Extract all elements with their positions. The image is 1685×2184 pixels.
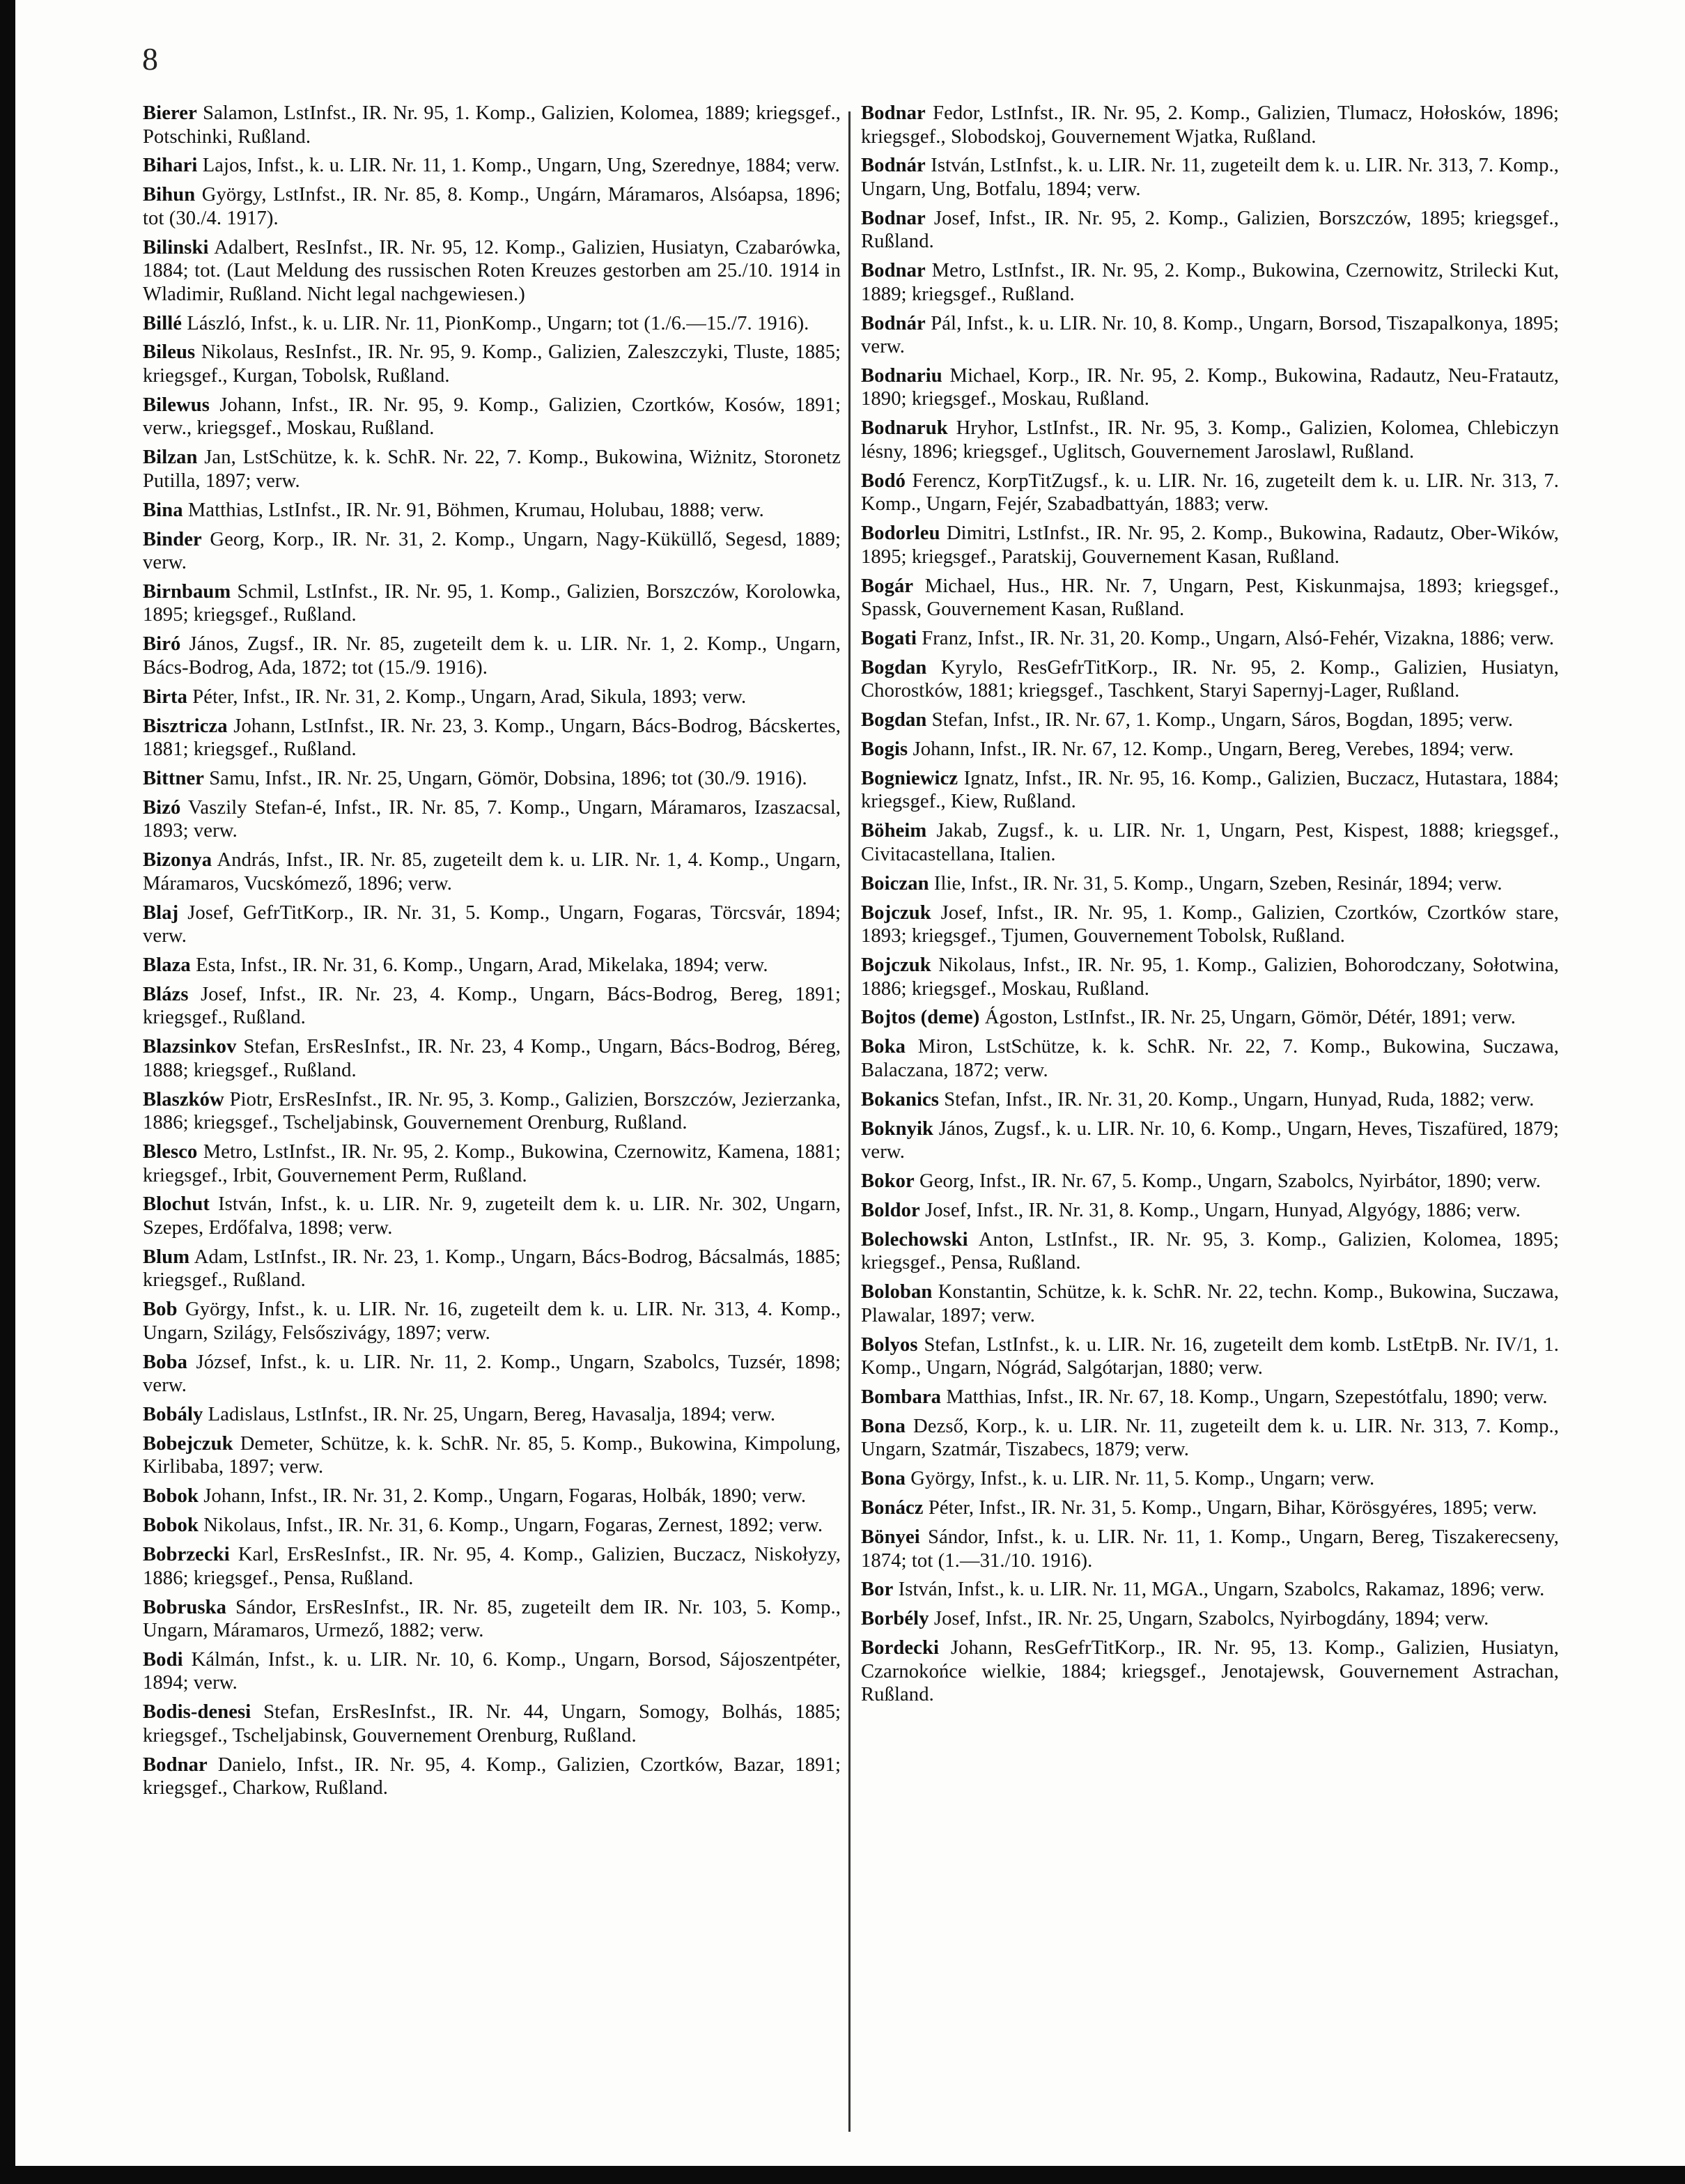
entry-surname: Bogati (861, 627, 917, 649)
entry-details: János, Zugsf., IR. Nr. 85, zugeteilt dem k. u. LIR. Nr. 1, 2. Komp., Ungarn, Bács-Bodrog, Ada, 1872; tot (15./9. 1916). (143, 633, 841, 679)
entry-details: Fedor, LstInfst., IR. Nr. 95, 2. Komp., Galizien, Tlumacz, Hołosków, 1896; kriegsgef., Slobodskoj, Gouvernement Wjatka, Rußland. (861, 102, 1559, 148)
entry-surname: Bobok (143, 1485, 199, 1508)
entry-details: Nikolaus, ResInfst., IR. Nr. 95, 9. Komp., Galizien, Zaleszczyki, Tluste, 1885; kriegsgef., Kurgan, Tobolsk, Rußland. (143, 341, 841, 387)
list-entry (861, 1199, 1559, 1223)
entry-surname: Bilzan (143, 447, 198, 469)
entry-surname: Bobrzecki (143, 1544, 230, 1566)
left-column (143, 102, 841, 2157)
entry-surname: Bobok (143, 1515, 199, 1537)
entry-details: Ignatz, Infst., IR. Nr. 95, 16. Komp., Galizien, Buczacz, Hutastara, 1884; kriegsgef., Kiew, Rußland. (861, 767, 1559, 813)
entry-details: Ladislaus, LstInfst., IR. Nr. 25, Ungarn, Bereg, Havasalja, 1894; verw. (208, 1404, 776, 1426)
entry-surname: Bilewus (143, 394, 210, 416)
list-entry (861, 470, 1559, 516)
entry-details: Johann, Infst., IR. Nr. 31, 2. Komp., Ungarn, Fogaras, Holbák, 1890; verw. (203, 1485, 807, 1508)
list-entry (143, 1701, 841, 1747)
list-entry (143, 236, 841, 307)
entry-surname: Bizó (143, 796, 181, 819)
list-entry (143, 183, 841, 230)
list-entry (861, 417, 1559, 463)
entry-surname: Blázs (143, 983, 189, 1005)
entry-surname: Bona (861, 1468, 906, 1490)
list-entry (143, 1088, 841, 1135)
list-entry (143, 446, 841, 493)
entry-details: Stefan, LstInfst., k. u. LIR. Nr. 16, zugeteilt dem komb. LstEtpB. Nr. IV/1, 1. Komp., Ungarn, Nógrád, Salgótarjan, 1880; verw. (861, 1333, 1559, 1379)
entry-surname: Boka (861, 1036, 906, 1058)
list-entry (861, 1578, 1559, 1602)
entry-surname: Bojczuk (861, 901, 931, 924)
entry-surname: Bodnar (861, 102, 926, 124)
entry-details: Pál, Infst., k. u. LIR. Nr. 10, 8. Komp., Ungarn, Borsod, Tiszapalkonya, 1895; verw. (861, 312, 1559, 358)
entry-details: Jan, LstSchütze, k. k. SchR. Nr. 22, 7. Komp., Bukowina, Wiżnitz, Storonetz Putilla, 1897; verw. (143, 447, 841, 492)
entry-details: Péter, Infst., IR. Nr. 31, 5. Komp., Ungarn, Bihar, Körösgyéres, 1895; verw. (928, 1497, 1537, 1519)
list-entry (861, 522, 1559, 568)
entry-surname: Bönyei (861, 1526, 920, 1548)
entry-details: Demeter, Schütze, k. k. SchR. Nr. 85, 5. Komp., Bukowina, Kimpolung, Kirlibaba, 1897; verw. (143, 1432, 841, 1478)
entry-details: Franz, Infst., IR. Nr. 31, 20. Komp., Ungarn, Alsó-Fehér, Vizakna, 1886; verw. (922, 627, 1555, 649)
entry-surname: Blaza (143, 954, 191, 977)
entry-surname: Bogis (861, 738, 908, 761)
list-entry (143, 983, 841, 1030)
entry-surname: Blazsinkov (143, 1036, 237, 1058)
list-entry (143, 1432, 841, 1479)
column-divider (848, 111, 851, 2132)
entry-surname: Bodorleu (861, 522, 940, 545)
entry-details: György, LstInfst., IR. Nr. 85, 8. Komp., Ungárn, Máramaros, Alsóapsa, 1896; tot (30./4. 1917). (143, 184, 841, 229)
entry-surname: Blochut (143, 1193, 210, 1216)
entry-details: Jakab, Zugsf., k. u. LIR. Nr. 1, Ungarn, Pest, Kispest, 1888; kriegsgef., Civitacastellana, Italien. (861, 820, 1559, 865)
list-entry (143, 1035, 841, 1082)
entry-surname: Bihun (143, 184, 196, 206)
entry-details: Hryhor, LstInfst., IR. Nr. 95, 3. Komp., Galizien, Kolomea, Chlebiczyn lésny, 1896; kriegsgef., Uglitsch, Gouvernement Jaroslawl, Rußland. (861, 417, 1559, 463)
entry-details: Matthias, Infst., IR. Nr. 67, 18. Komp., Ungarn, Szepestótfalu, 1890; verw. (946, 1386, 1548, 1408)
list-entry (861, 819, 1559, 866)
entry-surname: Bogár (861, 575, 914, 597)
list-entry (861, 1607, 1559, 1631)
list-entry (143, 686, 841, 709)
entry-details: Josef, Infst., IR. Nr. 95, 1. Komp., Galizien, Czortków, Czortków stare, 1893; kriegsgef., Tjumen, Gouvernement Tobolsk, Rußland. (861, 901, 1559, 947)
entry-details: Ágoston, LstInfst., IR. Nr. 25, Ungarn, Gömör, Détér, 1891; verw. (984, 1007, 1516, 1029)
entry-surname: Bodnár (861, 312, 926, 334)
entry-surname: Bombara (861, 1386, 942, 1408)
entry-details: János, Zugsf., k. u. LIR. Nr. 10, 6. Komp., Ungarn, Heves, Tiszafüred, 1879; verw. (861, 1117, 1559, 1163)
entry-surname: Blaszków (143, 1088, 224, 1110)
entry-surname: Bokor (861, 1170, 915, 1192)
list-entry (861, 627, 1559, 651)
list-entry (861, 901, 1559, 948)
list-entry (143, 499, 841, 522)
entry-details: Johann, ResGefrTitKorp., IR. Nr. 95, 13. Komp., Galizien, Husiatyn, Czarnokońce wielkie, 1884; kriegsgef., Jenotajewsk, Gouvernement Astrachan, Rußland. (861, 1637, 1559, 1706)
entry-details: Piotr, ErsResInfst., IR. Nr. 95, 3. Komp., Galizien, Borszczów, Jezierzanka, 1886; kriegsgef., Tscheljabinsk, Gouvernement Orenburg, Rußland. (143, 1088, 841, 1134)
entry-surname: Bojtos (deme) (861, 1007, 980, 1029)
list-entry (143, 394, 841, 440)
entry-details: Metro, LstInfst., IR. Nr. 95, 2. Komp., Bukowina, Czernowitz, Kamena, 1881; kriegsgef., Irbit, Gouvernement Perm, Rußland. (143, 1141, 841, 1186)
list-entry (143, 1193, 841, 1239)
entry-surname: Bobály (143, 1404, 203, 1426)
entry-details: György, Infst., k. u. LIR. Nr. 16, zugeteilt dem k. u. LIR. Nr. 313, 4. Komp., Ungarn, Szilágy, Felsőszivágy, 1897; verw. (143, 1299, 841, 1344)
list-entry (861, 1526, 1559, 1572)
entry-surname: Bodnar (861, 207, 926, 229)
list-entry (143, 954, 841, 977)
entry-surname: Bizonya (143, 849, 212, 872)
entry-surname: Bodnár (861, 155, 926, 177)
entry-details: Georg, Korp., IR. Nr. 31, 2. Komp., Ungarn, Nagy-Küküllő, Segesd, 1889; verw. (143, 528, 841, 574)
entry-details: Stefan, ErsResInfst., IR. Nr. 23, 4 Komp., Ungarn, Bács-Bodrog, Béreg, 1888; kriegsgef., Rußland. (143, 1036, 841, 1081)
list-entry (143, 102, 841, 148)
list-entry (861, 102, 1559, 148)
entry-details: Metro, LstInfst., IR. Nr. 95, 2. Komp., Bukowina, Czernowitz, Strilecki Kut, 1889; kriegsgef., Rußland. (861, 260, 1559, 305)
entry-details: Péter, Infst., IR. Nr. 31, 2. Komp., Ungarn, Arad, Sikula, 1893; verw. (192, 686, 747, 708)
list-entry (861, 364, 1559, 411)
entry-details: Kyrylo, ResGefrTitKorp., IR. Nr. 95, 2. Komp., Galizien, Husiatyn, Chorostków, 1881; kriegsgef., Taschkent, Staryi Sapernyj-Lager, Rußland. (861, 656, 1559, 702)
entry-surname: Bolechowski (861, 1228, 968, 1250)
list-entry (143, 901, 841, 948)
entry-surname: Böheim (861, 820, 927, 842)
entry-surname: Blum (143, 1246, 190, 1268)
entry-surname: Bor (861, 1579, 894, 1601)
list-entry (861, 656, 1559, 703)
entry-surname: Bordecki (861, 1637, 939, 1659)
entry-details: László, Infst., k. u. LIR. Nr. 11, PionKomp., Ungarn; tot (1./6.—15./7. 1916). (187, 312, 809, 334)
entry-details: Michael, Korp., IR. Nr. 95, 2. Komp., Bukowina, Radautz, Neu-Fratautz, 1890; kriegsgef., Moskau, Rußland. (861, 364, 1559, 410)
list-entry (143, 312, 841, 336)
list-entry (143, 715, 841, 761)
entry-surname: Bilinski (143, 236, 209, 258)
entry-surname: Bierer (143, 102, 197, 124)
entry-details: Josef, Infst., IR. Nr. 23, 4. Komp., Ungarn, Bács-Bodrog, Bereg, 1891; kriegsgef., Rußland. (143, 983, 841, 1029)
entry-details: Michael, Hus., HR. Nr. 7, Ungarn, Pest, Kiskunmajsa, 1893; kriegsgef., Spassk, Gouvernement Kasan, Rußland. (861, 575, 1559, 621)
list-entry (143, 1485, 841, 1508)
list-entry (143, 341, 841, 387)
entry-details: Sándor, ErsResInfst., IR. Nr. 85, zugeteilt dem IR. Nr. 103, 5. Komp., Ungarn, Máramaros, Urmező, 1882; verw. (143, 1596, 841, 1641)
list-entry (861, 1280, 1559, 1327)
entry-surname: Boba (143, 1351, 187, 1373)
entry-surname: Blesco (143, 1141, 198, 1163)
list-entry (143, 580, 841, 627)
entry-surname: Bodnaruk (861, 417, 948, 440)
list-entry (861, 1415, 1559, 1462)
list-entry (861, 312, 1559, 359)
entry-details: Ilie, Infst., IR. Nr. 31, 5. Komp., Ungarn, Szeben, Resinár, 1894; verw. (933, 872, 1502, 894)
entry-details: Johann, Infst., IR. Nr. 67, 12. Komp., Ungarn, Bereg, Verebes, 1894; verw. (913, 738, 1514, 761)
entry-details: Salamon, LstInfst., IR. Nr. 95, 1. Komp., Galizien, Kolomea, 1889; kriegsgef., Potschinki, Rußland. (143, 102, 841, 148)
list-entry (143, 1596, 841, 1643)
entry-details: Stefan, ErsResInfst., IR. Nr. 44, Ungarn, Somogy, Bolhás, 1885; kriegsgef., Tscheljabinsk, Gouvernement Orenburg, Rußland. (143, 1701, 841, 1747)
list-entry (861, 1496, 1559, 1520)
entry-surname: Bojczuk (861, 954, 931, 977)
entry-details: Anton, LstInfst., IR. Nr. 95, 3. Komp., Galizien, Kolomea, 1895; kriegsgef., Pensa, Rußland. (861, 1228, 1559, 1274)
list-entry (143, 154, 841, 178)
entry-surname: Boloban (861, 1281, 933, 1303)
entry-surname: Bodis-denesi (143, 1701, 251, 1724)
entry-details: György, Infst., k. u. LIR. Nr. 11, 5. Komp., Ungarn; verw. (910, 1468, 1375, 1490)
list-entry (143, 767, 841, 791)
list-entry (861, 1636, 1559, 1707)
list-entry (861, 708, 1559, 732)
entry-details: Miron, LstSchütze, k. k. SchR. Nr. 22, 7. Komp., Bukowina, Suczawa, Balaczana, 1872; verw. (861, 1036, 1559, 1081)
list-entry (861, 872, 1559, 896)
entry-surname: Bodi (143, 1648, 183, 1671)
entry-details: Josef, Infst., IR. Nr. 25, Ungarn, Szabolcs, Nyirbogdány, 1894; verw. (933, 1608, 1489, 1630)
list-entry (861, 207, 1559, 254)
entry-details: Sándor, Infst., k. u. LIR. Nr. 11, 1. Komp., Ungarn, Bereg, Tiszakerecseny, 1874; tot (1.—31./10. 1916). (861, 1526, 1559, 1572)
entry-surname: Bina (143, 499, 183, 521)
entry-details: Josef, GefrTitKorp., IR. Nr. 31, 5. Komp., Ungarn, Fogaras, Törcsvár, 1894; verw. (143, 901, 841, 947)
right-column (861, 102, 1559, 2157)
entry-surname: Birta (143, 686, 188, 708)
entry-surname: Bodnar (861, 260, 926, 282)
entry-details: Lajos, Infst., k. u. LIR. Nr. 11, 1. Komp., Ungarn, Ung, Szerednye, 1884; verw. (202, 155, 840, 177)
entry-surname: Bodó (861, 470, 906, 492)
entry-surname: Binder (143, 528, 202, 550)
list-entry (861, 1467, 1559, 1491)
entry-surname: Billé (143, 312, 183, 334)
list-entry (861, 1170, 1559, 1193)
entry-details: Josef, Infst., IR. Nr. 31, 8. Komp., Ungarn, Hunyad, Algyógy, 1886; verw. (925, 1199, 1521, 1221)
entry-details: István, LstInfst., k. u. LIR. Nr. 11, zugeteilt dem k. u. LIR. Nr. 313, 7. Komp., Ungarn, Ung, Botfalu, 1894; verw. (861, 155, 1559, 200)
entry-surname: Bona (861, 1415, 906, 1437)
entry-surname: Bogdan (861, 656, 927, 679)
entry-details: Samu, Infst., IR. Nr. 25, Ungarn, Gömör, Dobsina, 1896; tot (30./9. 1916). (209, 767, 807, 789)
list-entry (143, 1351, 841, 1397)
entry-details: Dimitri, LstInfst., IR. Nr. 95, 2. Komp., Bukowina, Radautz, Ober-Wików, 1895; kriegsgef., Paratskij, Gouvernement Kasan, Rußland. (861, 522, 1559, 568)
entry-surname: Bobruska (143, 1596, 226, 1618)
entry-details: Stefan, Infst., IR. Nr. 31, 20. Komp., Ungarn, Hunyad, Ruda, 1882; verw. (944, 1088, 1535, 1110)
entry-surname: Borbély (861, 1608, 929, 1630)
scan-border-left (0, 0, 15, 2184)
entry-details: Josef, Infst., IR. Nr. 95, 2. Komp., Galizien, Borszczów, 1895; kriegsgef., Rußland. (861, 207, 1559, 253)
entry-surname: Bodnariu (861, 364, 942, 387)
entry-surname: Bonácz (861, 1497, 924, 1519)
entry-details: Johann, Infst., IR. Nr. 95, 9. Komp., Galizien, Czortków, Kosów, 1891; verw., kriegsgef., Moskau, Rußland. (143, 394, 841, 440)
entry-details: Esta, Infst., IR. Nr. 31, 6. Komp., Ungarn, Arad, Mikelaka, 1894; verw. (196, 954, 768, 977)
entry-surname: Birnbaum (143, 580, 231, 603)
entry-details: Danielo, Infst., IR. Nr. 95, 4. Komp., Galizien, Czortków, Bazar, 1891; kriegsgef., Charkow, Rußland. (143, 1753, 841, 1799)
list-entry (143, 849, 841, 895)
entry-surname: Blaj (143, 901, 179, 924)
entry-details: Nikolaus, Infst., IR. Nr. 31, 6. Komp., Ungarn, Fogaras, Zernest, 1892; verw. (203, 1515, 823, 1537)
list-entry (861, 738, 1559, 761)
list-entry (861, 259, 1559, 306)
entry-details: Karl, ErsResInfst., IR. Nr. 95, 4. Komp., Galizien, Buczacz, Niskołyzy, 1886; kriegsgef., Pensa, Rußland. (143, 1544, 841, 1589)
entry-details: Stefan, Infst., IR. Nr. 67, 1. Komp., Ungarn, Sáros, Bogdan, 1895; verw. (931, 709, 1514, 731)
entry-details: Adalbert, ResInfst., IR. Nr. 95, 12. Komp., Galizien, Husiatyn, Czabarówka, 1884; tot. (Laut Meldung des russischen Roten Kreuzes gestorben am 25./10. 1914 in Wladimir, Rußland. Nicht legal nachgewiesen.) (143, 236, 841, 305)
list-entry (861, 575, 1559, 621)
list-entry (143, 1648, 841, 1695)
list-entry (861, 767, 1559, 814)
list-entry (861, 1117, 1559, 1164)
entry-details: Nikolaus, Infst., IR. Nr. 95, 1. Komp., Galizien, Bohorodczany, Sołotwina, 1886; kriegsgef., Moskau, Rußland. (861, 954, 1559, 1000)
entry-details: István, Infst., k. u. LIR. Nr. 9, zugeteilt dem k. u. LIR. Nr. 302, Ungarn, Szepes, Erdőfalva, 1898; verw. (143, 1193, 841, 1239)
entry-details: Adam, LstInfst., IR. Nr. 23, 1. Komp., Ungarn, Bács-Bodrog, Bácsalmás, 1885; kriegsgef., Rußland. (143, 1246, 841, 1292)
entry-surname: Boknyik (861, 1117, 934, 1140)
entry-surname: Bileus (143, 341, 196, 364)
entry-details: Ferencz, KorpTitZugsf., k. u. LIR. Nr. 16, zugeteilt dem k. u. LIR. Nr. 313, 7. Komp., Ungarn, Fejér, Szabadbattyán, 1883; verw. (861, 470, 1559, 516)
entry-details: András, Infst., IR. Nr. 85, zugeteilt dem k. u. LIR. Nr. 1, 4. Komp., Ungarn, Máramaros, Vucskómező, 1896; verw. (143, 849, 841, 894)
list-entry (143, 633, 841, 679)
entry-surname: Boiczan (861, 872, 929, 894)
entry-details: Kálmán, Infst., k. u. LIR. Nr. 10, 6. Komp., Ungarn, Borsod, Sájoszentpéter, 1894; verw. (143, 1648, 841, 1694)
entry-details: Matthias, LstInfst., IR. Nr. 91, Böhmen, Krumau, Holubau, 1888; verw. (187, 499, 764, 521)
list-entry (143, 1514, 841, 1538)
entry-surname: Bob (143, 1299, 178, 1321)
entry-surname: Bittner (143, 767, 205, 789)
entry-surname: Bolyos (861, 1333, 918, 1356)
entry-surname: Bihari (143, 155, 198, 177)
entry-details: Johann, LstInfst., IR. Nr. 23, 3. Komp., Ungarn, Bács-Bodrog, Bácskertes, 1881; kriegsgef., Rußland. (143, 715, 841, 761)
entry-surname: Bokanics (861, 1088, 940, 1110)
scan-border-bottom (0, 2166, 1685, 2184)
list-entry (143, 1543, 841, 1590)
list-entry (143, 1753, 841, 1800)
list-entry (143, 528, 841, 575)
entry-details: István, Infst., k. u. LIR. Nr. 11, MGA., Ungarn, Szabolcs, Rakamaz, 1896; verw. (898, 1579, 1545, 1601)
list-entry (861, 1333, 1559, 1380)
entry-surname: Bogdan (861, 709, 927, 731)
entry-surname: Boldor (861, 1199, 920, 1221)
list-entry (143, 1298, 841, 1345)
entry-surname: Biró (143, 633, 181, 656)
list-entry (861, 154, 1559, 201)
list-entry (143, 1403, 841, 1427)
list-entry (861, 954, 1559, 1000)
list-entry (861, 1228, 1559, 1275)
list-entry (861, 1006, 1559, 1030)
entry-details: Vaszily Stefan-é, Infst., IR. Nr. 85, 7. Komp., Ungarn, Máramaros, Izaszacsal, 1893; verw. (143, 796, 841, 842)
list-entry (861, 1386, 1559, 1409)
list-entry (861, 1035, 1559, 1082)
entry-details: Schmil, LstInfst., IR. Nr. 95, 1. Komp., Galizien, Borszczów, Korolowka, 1895; kriegsgef., Rußland. (143, 580, 841, 626)
list-entry (143, 796, 841, 843)
list-entry (861, 1088, 1559, 1112)
entry-surname: Bodnar (143, 1753, 208, 1776)
entry-details: Konstantin, Schütze, k. k. SchR. Nr. 22, techn. Komp., Bukowina, Suczawa, Plawalar, 1897; verw. (861, 1281, 1559, 1326)
entry-surname: Bobejczuk (143, 1432, 233, 1455)
entry-details: Dezső, Korp., k. u. LIR. Nr. 11, zugeteilt dem k. u. LIR. Nr. 313, 7. Komp., Ungarn, Szatmár, Tiszabecs, 1879; verw. (861, 1415, 1559, 1461)
entry-details: Georg, Infst., IR. Nr. 67, 5. Komp., Ungarn, Szabolcs, Nyirbátor, 1890; verw. (919, 1170, 1542, 1192)
page-number: 8 (142, 41, 158, 77)
entry-surname: Bisztricza (143, 715, 228, 737)
entry-details: József, Infst., k. u. LIR. Nr. 11, 2. Komp., Ungarn, Szabolcs, Tuzsér, 1898; verw. (143, 1351, 841, 1397)
entry-surname: Bogniewicz (861, 767, 958, 789)
list-entry (143, 1140, 841, 1187)
list-entry (143, 1246, 841, 1292)
